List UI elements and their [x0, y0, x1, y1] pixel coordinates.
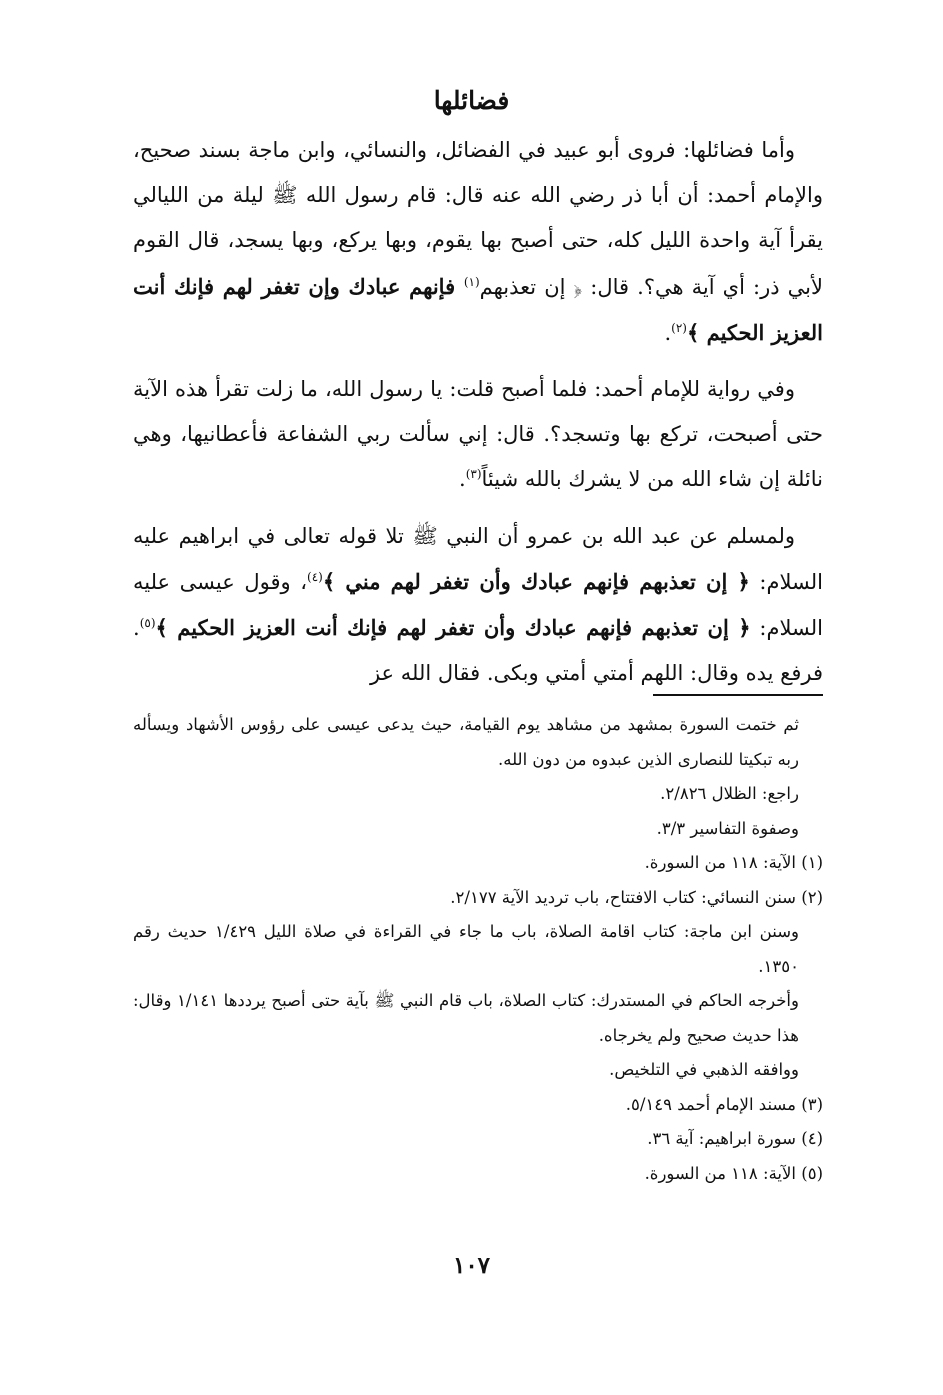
- footnote-marker: (٥): [139, 616, 156, 631]
- text-segment: وأما فضائلها: فروى أبو عبيد في الفضائل، والنسائي، وابن ماجة بسند صحيح، والإمام أحمد: أن أبا ذر رضي الله عنه قال: قام رسول الله ﷺ ليلة من الليالي يقرأ آية واحدة الليل كله، حتى أصبح بها يقوم، وبها يركع، وبها يسجد، قال القوم لأبي ذر: أي آية هي؟. قال: ﴿ إن تعذبهم: [133, 138, 823, 299]
- footnote: (٢) سنن النسائي: كتاب الافتتاح، باب ترديد الآية ٢/١٧٧.: [450, 887, 823, 907]
- main-text-body: [133, 128, 823, 707]
- quran-quote: فإنهم عبادك وإن تغفر لهم فإنك أنت العزيز الحكيم ﴾: [133, 273, 823, 345]
- footnotes: [133, 708, 823, 1191]
- text-segment: ولمسلم عن عبد الله بن عمرو أن النبي ﷺ تلا قوله تعالى في ابراهيم عليه السلام:: [133, 523, 823, 594]
- footnote-marker: (٢): [671, 320, 687, 335]
- footnote-marker: (٤): [307, 569, 323, 584]
- footnote: (٣) مسند الإمام أحمد ٥/١٤٩.: [625, 1094, 823, 1114]
- footnote: راجع: الظلال ٢/٨٢٦.: [660, 784, 799, 803]
- text-segment: . فرفع يده وقال: اللهم أمتي أمتي وبكى. فقال الله عز: [133, 616, 823, 686]
- paragraph: [133, 128, 823, 356]
- page-title: فضائلها: [433, 86, 510, 115]
- footnote: وصفوة التفاسير ٣/٣.: [656, 818, 799, 838]
- footnote-separator: [653, 694, 823, 696]
- quran-quote: ﴿ إن تعذبهم فإنهم عبادك وأن تغفر لهم مني ﴾: [322, 568, 750, 594]
- text-segment: .: [664, 320, 672, 345]
- footnote-marker: (١): [463, 274, 480, 289]
- quran-quote: ﴿ إن تعذبهم فإنهم عبادك وأن تغفر لهم فإنك أنت العزيز الحكيم ﴾: [155, 615, 751, 641]
- footnote: وسنن ابن ماجة: كتاب اقامة الصلاة، باب ما جاء في القراءة في صلاة الليل ١/٤٢٩ حديث رقم ١٣٥٠.: [133, 922, 799, 976]
- footnote: ثم ختمت السورة بمشهد من مشاهد يوم القيامة، حيث يدعى عيسى على رؤوس الأشهاد ويسأله ربه تبكيتا للنصارى الذين عبدوه من دون الله.: [133, 715, 799, 769]
- page-number: ١٠٧: [452, 1252, 491, 1279]
- footnote: (٥) الآية: ١١٨ من السورة.: [644, 1163, 823, 1183]
- text-segment: .: [459, 467, 466, 492]
- footnote: وأخرجه الحاكم في المستدرك: كتاب الصلاة، باب قام النبي ﷺ بآية حتى أصبح يرددها ١/١٤١ وقال: هذا حديث صحيح ولم يخرجاه.: [133, 991, 799, 1045]
- footnote-marker: (٣): [465, 467, 482, 482]
- footnote: ووافقه الذهبي في التلخيص.: [609, 1060, 799, 1079]
- footnote: (٤) سورة ابراهيم: آية ٣٦.: [647, 1129, 823, 1148]
- paragraph: [133, 367, 823, 503]
- text-segment: ، وقول عيسى عليه السلام:: [133, 569, 824, 641]
- footnote: (١) الآية: ١١٨ من السورة.: [644, 853, 823, 872]
- text-segment: وفي رواية للإمام أحمد: فلما أصبح قلت: يا رسول الله، ما زلت تقرأ هذه الآية حتى أصبحت، تركع بها وتسجد؟. قال: إني سألت ربي الشفاعة فأعطانيها، وهي نائلة إن شاء الله من لا يشرك بالله شيئاً: [133, 377, 823, 492]
- paragraph: [133, 514, 823, 697]
